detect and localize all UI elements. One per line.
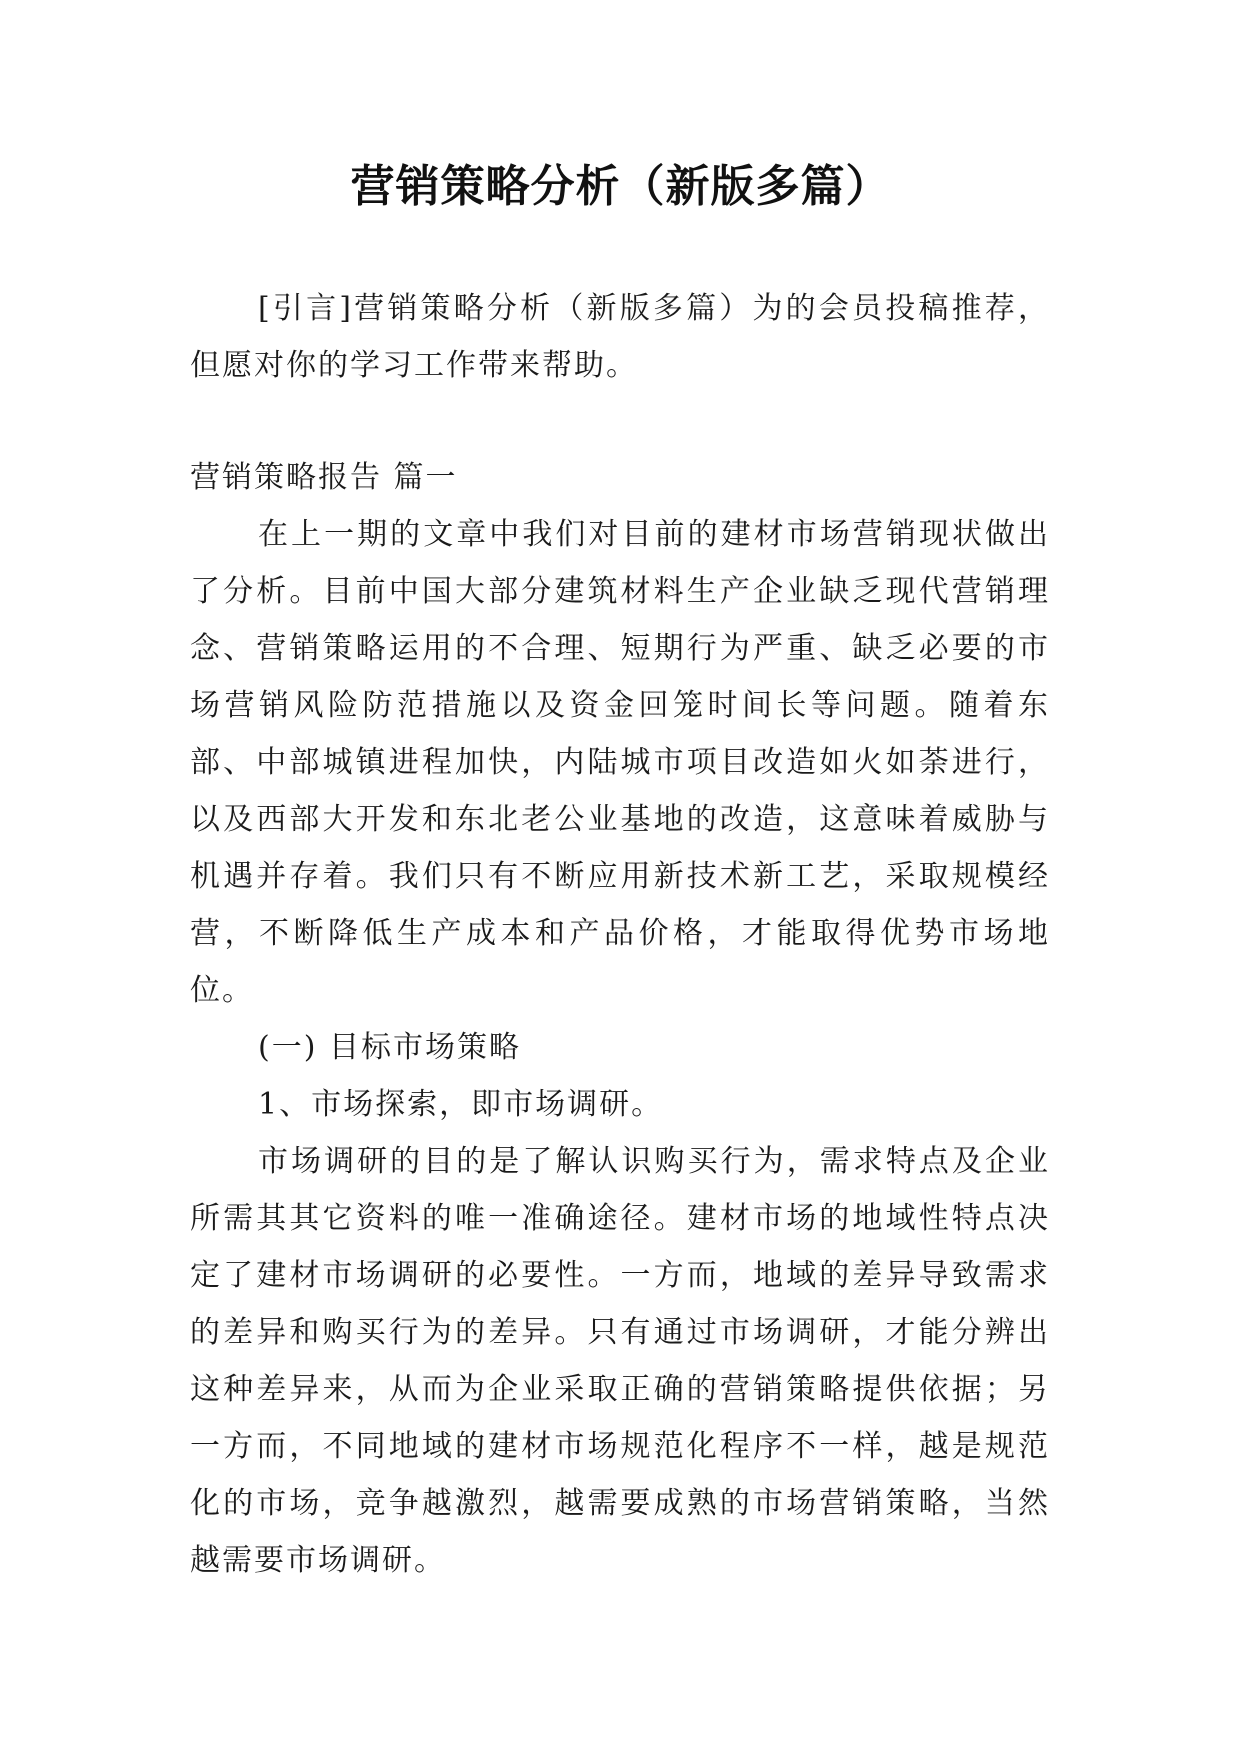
document-body <box>190 280 1050 1589</box>
numbered-item: 1、市场探索，即市场调研。 <box>258 1087 664 1122</box>
body-paragraph: 市场调研的目的是了解认识购买行为，需求特点及企业所需其其它资料的唯一准确途径。建材市场的地域性特点决定了建材市场调研的必要性。一方而，地域的差异导致需求的差异和购买行为的差异。只有通过市场调研，才能分辨出这种差异来，从而为企业采取正确的营销策略提供依据；另一方而，不同地域的建材市场规范化程序不一样，越是规范化的市场，竞争越激烈，越需要成熟的市场营销策略，当然越需要市场调研。 <box>190 1144 1050 1578</box>
intro-paragraph: [引言]营销策略分析（新版多篇）为的会员投稿推荐，但愿对你的学习工作带来帮助。 <box>190 291 1050 383</box>
document-title: 营销策略分析（新版多篇） <box>350 161 891 212</box>
section-heading: 营销策略报告 篇一 <box>190 460 458 495</box>
spacer <box>190 394 1050 449</box>
body-paragraph: 在上一期的文章中我们对目前的建材市场营销现状做出了分析。目前中国大部分建筑材料生产企业缺乏现代营销理念、营销策略运用的不合理、短期行为严重、缺乏必要的市场营销风险防范措施以及资金回笼时间长等问题。随着东部、中部城镇进程加快，内陆城市项目改造如火如荼进行，以及西部大开发和东北老公业基地的改造，这意味着威胁与机遇并存着。我们只有不断应用新技术新工艺，采取规模经营，不断降低生产成本和产品价格，才能取得优势市场地位。 <box>190 517 1050 1008</box>
subsection-heading: (一) 目标市场策略 <box>258 1030 521 1065</box>
